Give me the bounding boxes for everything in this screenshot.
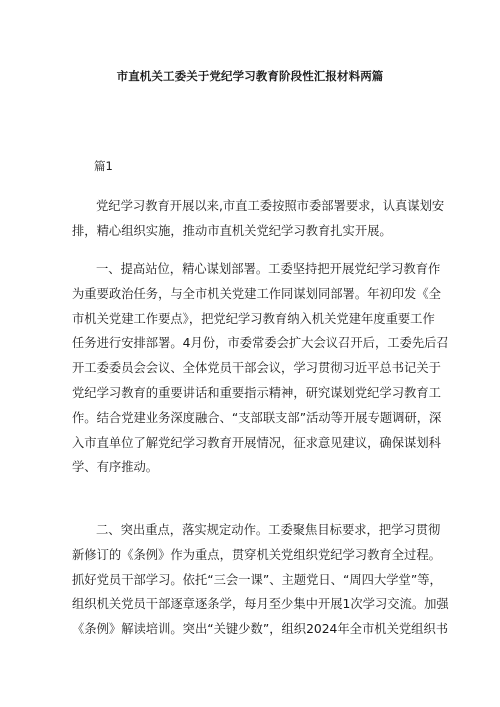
paragraph-line: 排，精心组织实施，推动市直机关党纪学习教育扎实开展。 — [72, 223, 392, 238]
paragraph-intro — [72, 194, 444, 244]
paragraph-line: 作。结合党建业务深度融合、“支部联支部”活动等开展专题调研，深 — [72, 410, 442, 425]
paragraph-section-one — [72, 257, 449, 480]
paragraph-line: 《条例》解读培训。突出“关键少数”，组织2024年全市机关党组织书 — [72, 622, 449, 637]
paragraph-line: 党纪学习教育的重要讲话和重要指示精神，研究谋划党纪学习教育工 — [72, 385, 441, 400]
paragraph-line: 抓好党员干部学习。依托“三会一课”、主题党日、“周四大学堂”等， — [72, 572, 442, 587]
paragraph-line: 任务进行安排部署。4月份，市委常委会扩大会议召开后，工委先后召 — [72, 336, 449, 351]
paragraph-line: 新修订的《条例》作为重点，贯穿机关党组织党纪学习教育全过程。 — [72, 547, 441, 562]
paragraph-line: 入市直单位了解党纪学习教育开展情况，征求意见建议，确保谋划科 — [72, 435, 441, 450]
paragraph-line: 开工委委员会会议、全体党员干部会议，学习贯彻习近平总书记关于 — [72, 361, 441, 376]
paragraph-line: 组织机关党员干部逐章逐条学，每月至少集中开展1次学习交流。加强 — [72, 597, 449, 612]
paragraph-line: 为重要政治任务，与全市机关党建工作同谋划同部署。年初印发《全 — [72, 286, 441, 301]
paragraph-line: 二、突出重点，落实规定动作。工委聚焦目标要求，把学习贯彻 — [96, 523, 441, 537]
paragraph-section-two — [72, 518, 449, 642]
document-title: 市直机关工委关于党纪学习教育阶段性汇报材料两篇 — [116, 69, 384, 83]
paragraph-line: 学、有序推动。 — [72, 460, 159, 475]
paragraph-line: 市机关党建工作要点》，把党纪学习教育纳入机关党建年度重要工作 — [72, 311, 435, 326]
section-label: 篇1 — [94, 159, 113, 173]
paragraph-line: 一、提高站位，精心谋划部署。工委坚持把开展党纪学习教育作 — [96, 262, 441, 276]
paragraph-line: 党纪学习教育开展以来,市直工委按照市委部署要求，认真谋划安 — [96, 199, 445, 213]
